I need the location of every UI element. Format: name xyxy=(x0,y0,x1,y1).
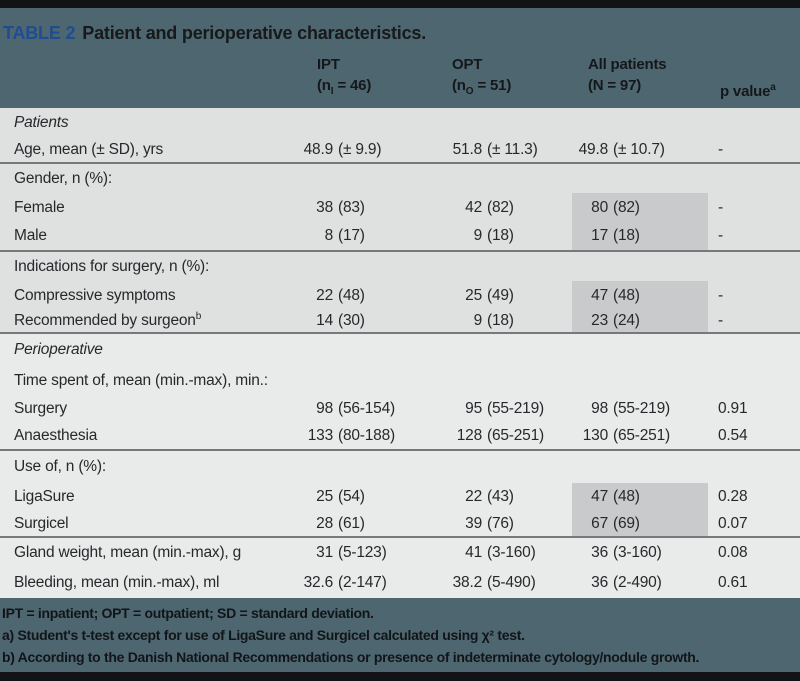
column-header-opt-name: OPT xyxy=(452,56,483,73)
cell-all xyxy=(572,366,708,395)
table-row xyxy=(0,483,800,511)
column-header-ipt xyxy=(317,54,371,102)
cell-pvalue: - xyxy=(718,227,723,244)
cell-all: 49.8 (± 10.7) xyxy=(578,141,665,158)
cell-pvalue: 0.91 xyxy=(718,400,748,417)
cell-opt: 128 (65-251) xyxy=(456,427,544,444)
column-header-all-name: All patients xyxy=(588,56,667,73)
bottom-border-bar xyxy=(0,672,800,681)
row-label: Age, mean (± SD), yrs xyxy=(14,141,164,158)
row-label: Female xyxy=(14,198,65,216)
row-label: Bleeding, mean (min.-max), ml xyxy=(14,574,220,591)
cell-all xyxy=(572,252,708,281)
top-border-bar xyxy=(0,0,800,8)
cell-all xyxy=(572,451,708,483)
column-header-ipt-name: IPT xyxy=(317,56,340,73)
column-header-all-n: (N = 97) xyxy=(588,77,642,94)
column-header-pvalue-label: p value$^a$ xyxy=(720,82,776,100)
cell-opt: 25 (49) xyxy=(465,286,514,304)
cell-pvalue: - xyxy=(718,286,723,304)
cell-all: 47 (48) xyxy=(572,483,708,511)
cell-all: 80 (82) xyxy=(572,193,708,222)
table-row xyxy=(0,511,800,536)
table-row xyxy=(0,451,800,483)
row-label: Patients xyxy=(14,114,69,131)
cell-all: 17 (18) xyxy=(572,222,708,250)
cell-ipt: 38 (83) xyxy=(316,198,365,216)
cell-pvalue xyxy=(712,334,800,366)
table-row xyxy=(0,568,800,598)
table-row xyxy=(0,222,800,250)
cell-ipt: 32.6 (2-147) xyxy=(303,574,387,591)
column-header-pvalue xyxy=(720,77,776,102)
cell-all xyxy=(572,108,708,138)
cell-opt: 38.2 (5-490) xyxy=(452,574,536,591)
cell-opt: 22 (43) xyxy=(465,488,514,505)
row-label: Gland weight, mean (min.-max), g xyxy=(14,544,242,561)
table-body xyxy=(0,108,800,598)
table-row xyxy=(0,395,800,423)
cell-ipt: 98 (56-154) xyxy=(316,400,395,417)
table-row xyxy=(0,138,800,162)
cell-pvalue: - xyxy=(718,141,723,158)
table-row xyxy=(0,281,800,310)
row-label: Anaesthesia xyxy=(14,427,98,444)
cell-opt: 95 (55-219) xyxy=(465,400,544,417)
row-label: Male xyxy=(14,227,47,244)
cell-ipt: 133 (80-188) xyxy=(307,427,395,444)
cell-opt: 41 (3-160) xyxy=(465,544,536,561)
cell-all: 67 (69) xyxy=(572,511,708,536)
cell-pvalue: 0.08 xyxy=(718,544,748,561)
cell-ipt: 22 (48) xyxy=(316,286,365,304)
cell-all: 98 (55-219) xyxy=(591,400,670,417)
cell-pvalue xyxy=(712,164,800,193)
table-row xyxy=(0,164,800,193)
cell-pvalue: 0.61 xyxy=(718,574,748,591)
cell-all: 23 (24) xyxy=(572,310,708,332)
cell-ipt: 28 (61) xyxy=(316,514,365,532)
table-header xyxy=(0,8,800,108)
cell-opt: 9 (18) xyxy=(473,227,514,244)
table-row xyxy=(0,334,800,366)
table-row xyxy=(0,538,800,568)
cell-opt: 51.8 (± 11.3) xyxy=(452,141,538,158)
table-row xyxy=(0,252,800,281)
cell-all: 47 (48) xyxy=(572,281,708,310)
cell-all: 36 (2-490) xyxy=(591,574,662,591)
cell-ipt: 14 (30) xyxy=(316,312,365,329)
cell-opt: 9 (18) xyxy=(473,312,514,329)
cell-all: 130 (65-251) xyxy=(582,427,670,444)
cell-all xyxy=(572,334,708,366)
cell-ipt: 8 (17) xyxy=(324,227,365,244)
column-header-opt xyxy=(452,54,511,102)
cell-pvalue: - xyxy=(718,312,723,329)
row-label: Perioperative xyxy=(14,341,103,358)
row-label: Use of, n (%): xyxy=(14,458,106,475)
column-header-all-patients xyxy=(588,54,666,102)
cell-all xyxy=(572,164,708,193)
footnote-b: b) According to the Danish National Recommendations or presence of indeterminate cytology/nodule growth. xyxy=(2,649,700,665)
row-label: Gender, n (%): xyxy=(14,169,112,187)
cell-all: 36 (3-160) xyxy=(591,544,662,561)
cell-pvalue xyxy=(712,108,800,138)
cell-pvalue xyxy=(712,252,800,281)
cell-opt: 42 (82) xyxy=(465,198,514,216)
column-header-opt-n: $(n_O = 51)$ xyxy=(452,77,512,97)
table-row xyxy=(0,108,800,138)
row-label: Surgicel xyxy=(14,514,69,532)
row-label: Compressive symptoms xyxy=(14,286,176,304)
footnote-abbreviations: IPT = inpatient; OPT = outpatient; SD = standard deviation. xyxy=(2,605,374,621)
cell-pvalue: 0.07 xyxy=(718,514,748,532)
table-title xyxy=(3,23,426,44)
row-label: Surgery xyxy=(14,400,67,417)
table-row xyxy=(0,423,800,449)
cell-opt: 39 (76) xyxy=(465,514,514,532)
cell-ipt: 31 (5-123) xyxy=(316,544,387,561)
table-row xyxy=(0,310,800,332)
column-header-ipt-n: $(n_I = 46)$ xyxy=(317,77,372,97)
cell-pvalue xyxy=(712,451,800,483)
row-label: Time spent of, mean (min.-max), min.: xyxy=(14,371,268,389)
row-label: LigaSure xyxy=(14,488,75,505)
table-row xyxy=(0,193,800,222)
row-label: Recommended by surgeon$^b$ xyxy=(14,311,202,330)
table-footnotes xyxy=(0,598,800,672)
footnote-a: a) Student's t-test except for use of LigaSure and Surgicel calculated using χ² test. xyxy=(2,627,525,643)
cell-pvalue: 0.28 xyxy=(718,488,748,505)
table-number: TABLE 2 xyxy=(3,23,76,43)
cell-pvalue xyxy=(712,366,800,395)
cell-pvalue: - xyxy=(718,198,723,216)
cell-ipt: 48.9 (± 9.9) xyxy=(303,141,382,158)
cell-pvalue: 0.54 xyxy=(718,427,748,444)
row-label: Indications for surgery, n (%): xyxy=(14,257,210,275)
table-caption: Patient and perioperative characteristics. xyxy=(82,23,427,43)
cell-ipt: 25 (54) xyxy=(316,488,365,505)
table-row xyxy=(0,366,800,395)
